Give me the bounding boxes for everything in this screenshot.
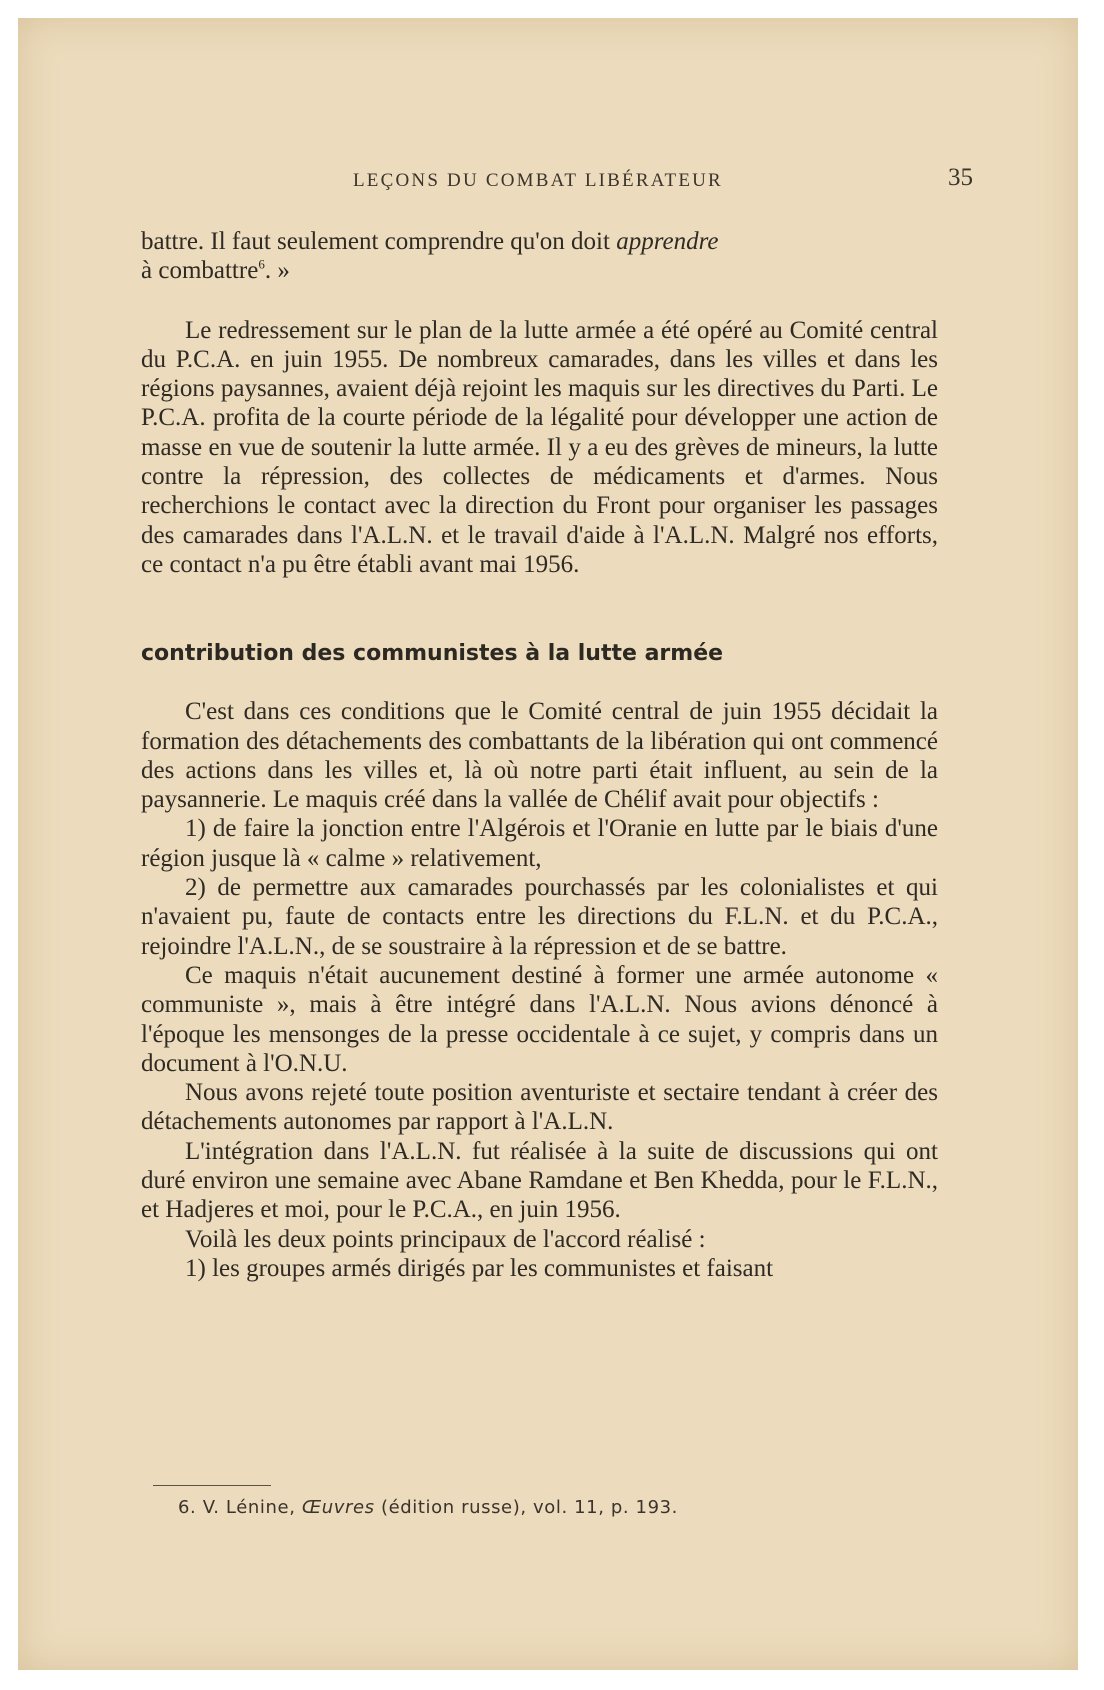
paragraph-objective-1: 1) de faire la jonction entre l'Algérois et l'Oranie en lutte par le biais d'une région jusque là « calme » relativement,: [141, 815, 938, 872]
paragraph-redressement: Le redressement sur le plan de la lutte armée a été opéré au Comité central du P.C.A. en juin 1955. De nombreux camarades, dans les villes et dans les régions paysannes, avaient déjà rejoint les maquis sur les directives du Parti. Le P.C.A. profita de la courte période de la légalité pour développer une action de masse en vue de soutenir la lutte armée. Il y a eu des grèves de mineurs, la lutte contre la répression, des collectes de médicaments et d'armes. Nous recherchions le contact avec la direction du Front pour organiser les passages des camarades dans l'A.L.N. et le travail d'aide à l'A.L.N. Malgré nos efforts, ce contact n'a pu être établi avant mai 1956.: [141, 316, 938, 578]
footnote: [178, 1497, 678, 1518]
footnote-title: Œuvres: [301, 1497, 375, 1518]
paragraph-quote-end: [141, 227, 938, 286]
quote-emphasis: apprendre: [616, 228, 719, 255]
page-header: [353, 164, 973, 194]
paragraph-rejet: Nous avons rejeté toute position aventuriste et sectaire tendant à créer des détachements autonomes par rapport à l'A.L.N.: [141, 1079, 938, 1136]
book-page: [18, 18, 1078, 1670]
quote-text-c: . »: [264, 257, 290, 285]
footnote-text-b: (édition russe), vol. 11, p. 193.: [374, 1497, 678, 1518]
paragraph-objective-2: 2) de permettre aux camarades pourchassés par les colonialistes et qui n'avaient pu, faute de contacts entre les directions du F.L.N. et du P.C.A., rejoindre l'A.L.N., de se soustraire à la répression et de se battre.: [141, 874, 938, 960]
footnote-divider: [153, 1485, 271, 1486]
paragraph-integration: L'intégration dans l'A.L.N. fut réalisée à la suite de discussions qui ont duré environ une semaine avec Abane Ramdane et Ben Khedda, pour le F.L.N., et Hadjeres et moi, pour le P.C.A., en juin 1956.: [141, 1137, 938, 1224]
page-number: 35: [948, 164, 973, 191]
footnote-text-a: 6. V. Lénine,: [178, 1497, 302, 1518]
quote-text-b: à combattre: [141, 257, 259, 285]
footnote-reference: 6: [258, 256, 265, 272]
paragraph-conditions: C'est dans ces conditions que le Comité central de juin 1955 décidait la formation des détachements des combattants de la libération qui ont commencé des actions dans les villes et, là où notre parti était influent, au sein de la paysannerie. Le maquis créé dans la vallée de Chélif avait pour objectifs :: [141, 698, 938, 814]
quote-text-a: battre. Il faut seulement comprendre qu'on doit: [141, 228, 617, 255]
paragraph-accord: Voilà les deux points principaux de l'accord réalisé :: [185, 1225, 706, 1253]
paragraph-maquis: Ce maquis n'était aucunement destiné à former une armée autonome « communiste », mais à être intégré dans l'A.L.N. Nous avions dénoncé à l'époque les mensonges de la presse occidentale à ce sujet, y compris dans un document à l'O.N.U.: [141, 961, 938, 1077]
body-text: [141, 227, 938, 1283]
section-heading: contribution des communistes à la lutte armée: [141, 641, 724, 667]
running-title: LEÇONS DU COMBAT LIBÉRATEUR: [353, 170, 723, 191]
paragraph-point-1: 1) les groupes armés dirigés par les communistes et faisant: [185, 1254, 774, 1282]
